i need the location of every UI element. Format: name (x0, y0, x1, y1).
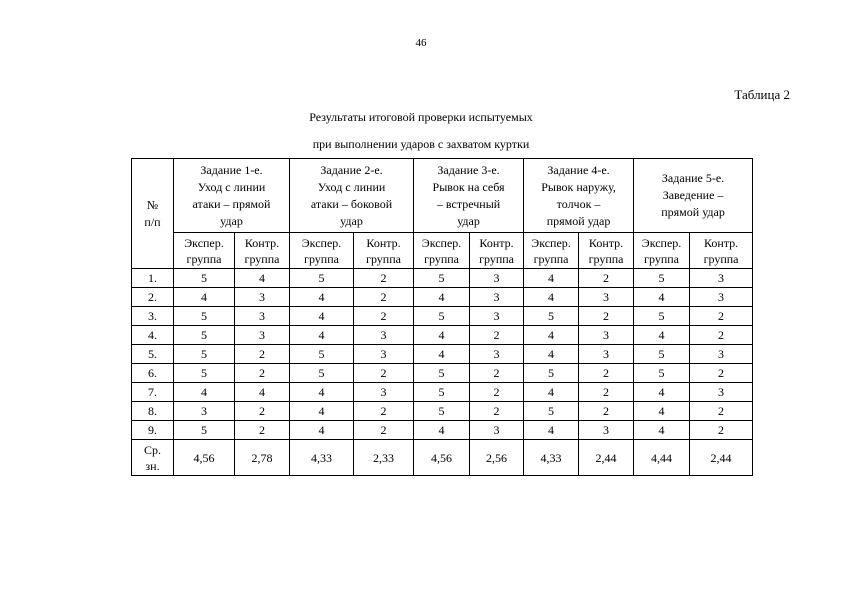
task-5-header: Задание 5-е. Заведение – прямой удар (634, 159, 753, 233)
score-cell: 5 (414, 364, 470, 383)
score-cell: 2 (690, 326, 753, 345)
score-cell: 5 (414, 307, 470, 326)
score-cell: 2 (690, 307, 753, 326)
task-header-row (132, 159, 753, 233)
table-caption-line2: при выполнении ударов с захватом куртки (312, 137, 530, 151)
score-cell: 4 (634, 288, 690, 307)
average-cell: 2,44 (579, 440, 634, 476)
score-cell: 4 (414, 345, 470, 364)
row-number: 2. (132, 288, 174, 307)
score-cell: 4 (174, 383, 235, 402)
average-cell: 4,56 (414, 440, 470, 476)
table-row (132, 402, 753, 421)
score-cell: 4 (290, 421, 354, 440)
score-cell: 4 (524, 288, 579, 307)
task-2-header: Задание 2-е. Уход с линии атаки – боковой удар (290, 159, 414, 233)
score-cell: 4 (524, 345, 579, 364)
score-cell: 4 (524, 421, 579, 440)
average-cell: 2,56 (470, 440, 524, 476)
score-cell: 2 (470, 383, 524, 402)
score-cell: 2 (354, 364, 414, 383)
score-cell: 5 (524, 364, 579, 383)
average-cell: 2,78 (235, 440, 290, 476)
table-row (132, 269, 753, 288)
score-cell: 5 (634, 269, 690, 288)
table-row (132, 364, 753, 383)
score-cell: 2 (579, 364, 634, 383)
score-cell: 4 (290, 326, 354, 345)
score-cell: 4 (235, 383, 290, 402)
row-number: 6. (132, 364, 174, 383)
score-cell: 4 (524, 383, 579, 402)
score-cell: 3 (470, 269, 524, 288)
table-label: Таблица 2 (734, 87, 790, 102)
score-cell: 2 (690, 364, 753, 383)
score-cell: 3 (235, 307, 290, 326)
score-cell: 4 (634, 383, 690, 402)
group-header-row (132, 233, 753, 269)
score-cell: 2 (354, 402, 414, 421)
row-number: 1. (132, 269, 174, 288)
task-1-header: Задание 1-е. Уход с линии атаки – прямой удар (174, 159, 290, 233)
score-cell: 4 (290, 402, 354, 421)
table-row (132, 307, 753, 326)
average-cell: 2,44 (690, 440, 753, 476)
score-cell: 3 (470, 345, 524, 364)
score-cell: 3 (690, 345, 753, 364)
score-cell: 3 (690, 269, 753, 288)
score-cell: 2 (579, 307, 634, 326)
table-row (132, 288, 753, 307)
score-cell: 3 (470, 307, 524, 326)
average-cell: 4,56 (174, 440, 235, 476)
score-cell: 2 (354, 269, 414, 288)
score-cell: 3 (579, 421, 634, 440)
score-cell: 4 (524, 269, 579, 288)
table-row (132, 345, 753, 364)
row-number: 4. (132, 326, 174, 345)
score-cell: 5 (174, 345, 235, 364)
table-row (132, 383, 753, 402)
task-4-header: Задание 4-е. Рывок наружу, толчок – прямой удар (524, 159, 634, 233)
score-cell: 5 (524, 402, 579, 421)
average-cell: 2,33 (354, 440, 414, 476)
score-cell: 2 (470, 364, 524, 383)
score-cell: 3 (579, 345, 634, 364)
score-cell: 3 (235, 326, 290, 345)
row-number: 3. (132, 307, 174, 326)
score-cell: 4 (634, 421, 690, 440)
task-3-header: Задание 3-е. Рывок на себя – встречный удар (414, 159, 524, 233)
average-cell: 4,33 (290, 440, 354, 476)
score-cell: 5 (634, 364, 690, 383)
score-cell: 5 (174, 307, 235, 326)
score-cell: 3 (354, 326, 414, 345)
row-number: 8. (132, 402, 174, 421)
exp-group-header: Экспер. группа (634, 233, 690, 269)
score-cell: 2 (354, 288, 414, 307)
score-cell: 5 (524, 307, 579, 326)
score-cell: 3 (470, 421, 524, 440)
score-cell: 3 (690, 288, 753, 307)
score-cell: 4 (235, 269, 290, 288)
score-cell: 3 (235, 288, 290, 307)
exp-group-header: Экспер. группа (524, 233, 579, 269)
ctrl-group-header: Контр. группа (354, 233, 414, 269)
row-number: 7. (132, 383, 174, 402)
score-cell: 4 (524, 326, 579, 345)
results-table (131, 158, 753, 476)
ctrl-group-header: Контр. группа (470, 233, 524, 269)
score-cell: 3 (579, 326, 634, 345)
score-cell: 2 (235, 402, 290, 421)
score-cell: 5 (414, 269, 470, 288)
ctrl-group-header: Контр. группа (690, 233, 753, 269)
score-cell: 4 (414, 326, 470, 345)
ctrl-group-header: Контр. группа (579, 233, 634, 269)
score-cell: 5 (414, 383, 470, 402)
average-row (132, 440, 753, 476)
score-cell: 4 (174, 288, 235, 307)
exp-group-header: Экспер. группа (414, 233, 470, 269)
score-cell: 3 (579, 288, 634, 307)
number-column-header: № п/п (132, 159, 174, 269)
table-row (132, 421, 753, 440)
table-caption-line1: Результаты итоговой проверки испытуемых (309, 110, 533, 124)
average-cell: 4,33 (524, 440, 579, 476)
score-cell: 5 (290, 345, 354, 364)
score-cell: 2 (235, 345, 290, 364)
score-cell: 5 (290, 364, 354, 383)
score-cell: 4 (414, 421, 470, 440)
score-cell: 5 (290, 269, 354, 288)
page-number: 46 (415, 37, 427, 49)
exp-group-header: Экспер. группа (174, 233, 235, 269)
score-cell: 5 (174, 326, 235, 345)
row-number: 9. (132, 421, 174, 440)
score-cell: 2 (470, 326, 524, 345)
ctrl-group-header: Контр. группа (235, 233, 290, 269)
score-cell: 3 (174, 402, 235, 421)
score-cell: 5 (634, 345, 690, 364)
score-cell: 4 (290, 383, 354, 402)
score-cell: 3 (690, 383, 753, 402)
score-cell: 2 (235, 421, 290, 440)
score-cell: 4 (290, 288, 354, 307)
score-cell: 3 (354, 345, 414, 364)
score-cell: 4 (634, 402, 690, 421)
score-cell: 3 (354, 383, 414, 402)
score-cell: 4 (290, 307, 354, 326)
score-cell: 5 (174, 421, 235, 440)
score-cell: 2 (690, 421, 753, 440)
score-cell: 5 (174, 269, 235, 288)
score-cell: 2 (354, 421, 414, 440)
score-cell: 2 (579, 269, 634, 288)
average-label: Ср. зн. (132, 440, 174, 476)
score-cell: 2 (579, 383, 634, 402)
table-row (132, 326, 753, 345)
score-cell: 2 (235, 364, 290, 383)
score-cell: 2 (470, 402, 524, 421)
exp-group-header: Экспер. группа (290, 233, 354, 269)
score-cell: 2 (579, 402, 634, 421)
row-number: 5. (132, 345, 174, 364)
score-cell: 5 (174, 364, 235, 383)
score-cell: 5 (414, 402, 470, 421)
score-cell: 4 (634, 326, 690, 345)
score-cell: 5 (634, 307, 690, 326)
average-cell: 4,44 (634, 440, 690, 476)
score-cell: 2 (690, 402, 753, 421)
score-cell: 2 (354, 307, 414, 326)
score-cell: 4 (414, 288, 470, 307)
score-cell: 3 (470, 288, 524, 307)
